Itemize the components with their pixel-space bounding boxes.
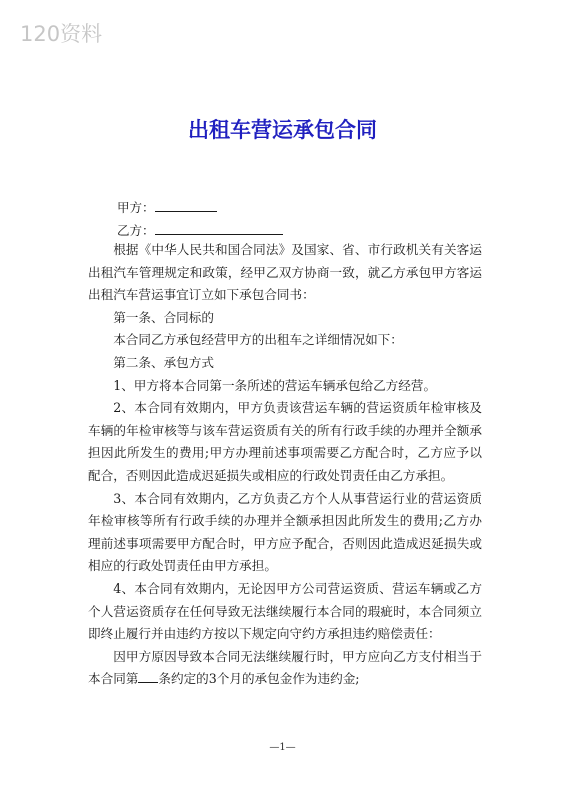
page-number: —1— bbox=[269, 742, 296, 753]
party-a-label: 甲方： bbox=[117, 200, 155, 215]
paragraph-penalty bbox=[88, 646, 482, 691]
party-b-blank[interactable] bbox=[155, 222, 283, 235]
party-b-line bbox=[117, 222, 283, 239]
document-title: 出租车营运承包合同 bbox=[188, 118, 377, 142]
heading-article-2: 第二条、承包方式 bbox=[113, 354, 214, 370]
watermark: 120资料 bbox=[20, 22, 103, 46]
contract-body bbox=[88, 239, 482, 691]
paragraph-clause-1: 1、甲方将本合同第一条所述的营运车辆承包给乙方经营。 bbox=[113, 377, 437, 393]
paragraph-article-1: 本合同乙方承包经营甲方的出租车之详细情况如下： bbox=[113, 332, 403, 348]
article-number-blank[interactable] bbox=[138, 670, 158, 683]
party-b-label: 乙方： bbox=[117, 223, 155, 238]
heading-article-1: 第一条、合同标的 bbox=[113, 309, 214, 325]
paragraph-clause-3: 3、本合同有效期内，乙方负责乙方个人从事营运行业的营运资质年检审核等所有行政手续的办理并全额承担因此所发生的费用;乙方办理前述事项需要甲方配合时，甲方应予配合，否则因此造成迟延损失或相应的行政处罚责任由甲方承担。 bbox=[88, 490, 482, 574]
party-a-line bbox=[117, 199, 217, 216]
penalty-text-start: 因甲方原因导致本合同无法继续履行时，甲方应向乙方支付相当于本合同第 bbox=[88, 648, 482, 687]
party-a-blank[interactable] bbox=[155, 199, 217, 212]
penalty-text-end: 条约定的3个月的承包金作为违约金; bbox=[158, 671, 360, 687]
paragraph-preamble: 根据《中华人民共和国合同法》及国家、省、市行政机关有关客运出租汽车管理规定和政策，经甲乙双方协商一致，就乙方承包甲方客运出租汽车营运事宜订立如下承包合同书： bbox=[88, 242, 482, 303]
paragraph-clause-4: 4、本合同有效期内，无论因甲方公司营运资质、营运车辆或乙方个人营运资质存在任何导致无法继续履行本合同的瑕疵时，本合同须立即终止履行并由违约方按以下规定向守约方承担违约赔偿责任： bbox=[88, 580, 482, 642]
paragraph-clause-2: 2、本合同有效期内，甲方负责该营运车辆的营运资质年检审核及车辆的年检审核等与该车营运资质有关的所有行政手续的办理并全额承担因此所发生的费用;甲方办理前述事项需要乙方配合时，乙方应予以配合，否则因此造成迟延损失或相应的行政处罚责任由乙方承担。 bbox=[88, 400, 482, 483]
